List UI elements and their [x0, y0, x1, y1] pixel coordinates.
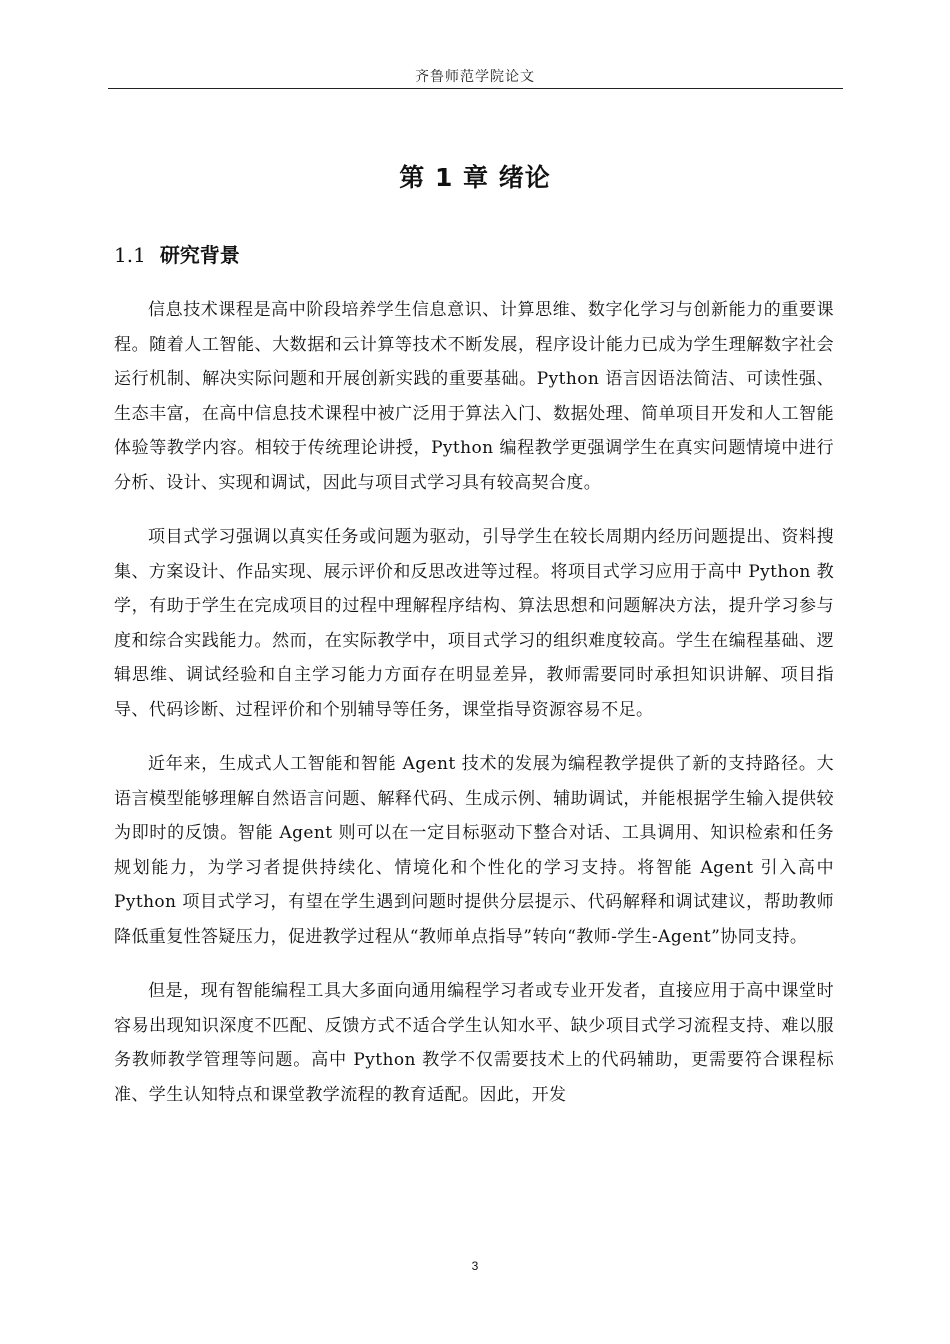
header-divider — [108, 88, 843, 89]
page-number: 3 — [471, 1259, 479, 1273]
paragraph: 但是，现有智能编程工具大多面向通用编程学习者或专业开发者，直接应用于高中课堂时容易出现知识深度不匹配、反馈方式不适合学生认知水平、缺少项目式学习流程支持、难以服务教师教学管理等问题。高中 Python 教学不仅需要技术上的代码辅助，更需要符合课程标准、学生认知特点和课堂教学流程的教育适配。因此，开发 — [114, 981, 834, 1105]
chapter-title: 第 1 章 绪论 — [399, 163, 551, 192]
section-heading — [114, 239, 240, 268]
paragraph: 项目式学习强调以真实任务或问题为驱动，引导学生在较长周期内经历问题提出、资料搜集、方案设计、作品实现、展示评价和反思改进等过程。将项目式学习应用于高中 Python 教学，有助于学生在完成项目的过程中理解程序结构、算法思想和问题解决方法，提升学习参与度和综合实践能力。然而，在实际教学中，项目式学习的组织难度较高。学生在编程基础、逻辑思维、调试经验和自主学习能力方面存在明显差异，教师需要同时承担知识讲解、项目指导、代码诊断、过程评价和个别辅导等任务，课堂指导资源容易不足。 — [114, 527, 834, 720]
running-header: 齐鲁师范学院论文 — [415, 69, 535, 85]
section-number: 1.1 — [114, 243, 146, 267]
body-text — [114, 293, 834, 1132]
paragraph: 近年来，生成式人工智能和智能 Agent 技术的发展为编程教学提供了新的支持路径。大语言模型能够理解自然语言问题、解释代码、生成示例、辅助调试，并能根据学生输入提供较为即时的反馈。智能 Agent 则可以在一定目标驱动下整合对话、工具调用、知识检索和任务规划能力，为学习者提供持续化、情境化和个性化的学习支持。将智能 Agent 引入高中 Python 项目式学习，有望在学生遇到问题时提供分层提示、代码解释和调试建议，帮助教师降低重复性答疑压力，促进教学过程从“教师单点指导”转向“教师-学生-Agent”协同支持。 — [114, 754, 834, 947]
paragraph: 信息技术课程是高中阶段培养学生信息意识、计算思维、数字化学习与创新能力的重要课程。随着人工智能、大数据和云计算等技术不断发展，程序设计能力已成为学生理解数字社会运行机制、解决实际问题和开展创新实践的重要基础。Python 语言因语法简洁、可读性强、生态丰富，在高中信息技术课程中被广泛用于算法入门、数据处理、简单项目开发和人工智能体验等教学内容。相较于传统理论讲授，Python 编程教学更强调学生在真实问题情境中进行分析、设计、实现和调试，因此与项目式学习具有较高契合度。 — [114, 300, 834, 493]
section-title-text: 研究背景 — [159, 243, 240, 267]
